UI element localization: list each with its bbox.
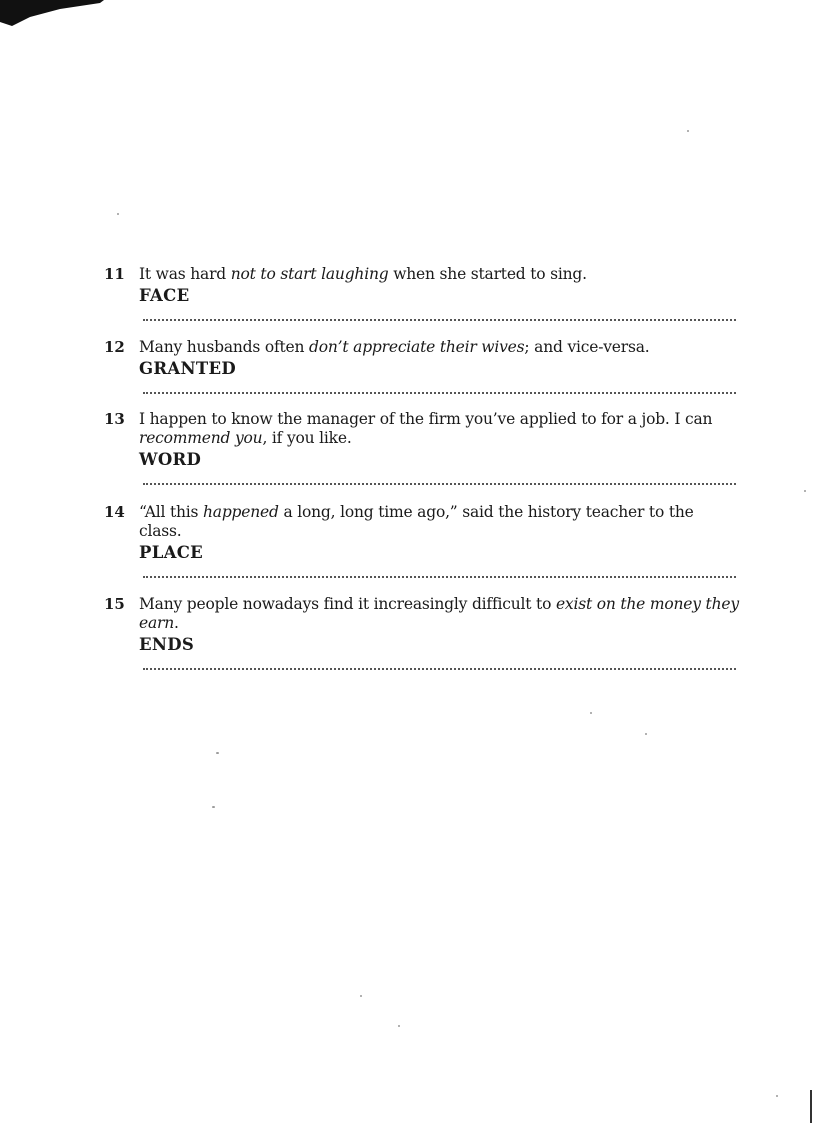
- sentence-text: a long, long time ago,” said the history teacher to the class.: [139, 503, 694, 540]
- scan-edge-line: [810, 1090, 812, 1123]
- question-number: 13: [104, 410, 125, 428]
- scan-speck: [804, 490, 806, 492]
- scan-speck: [687, 130, 689, 132]
- question-sentence: [139, 503, 739, 541]
- answer-line[interactable]: [143, 576, 736, 578]
- scan-speck: [216, 752, 219, 754]
- answer-line[interactable]: [143, 319, 736, 321]
- key-word: FACE: [139, 286, 190, 305]
- key-word: GRANTED: [139, 359, 236, 378]
- sentence-text: I happen to know the manager of the firm you’ve applied to for a job. I can: [139, 410, 713, 428]
- sentence-text: , if you like.: [262, 429, 352, 447]
- question-sentence: [139, 595, 739, 633]
- sentence-italic-phrase: don’t appreciate their wives: [309, 338, 525, 356]
- question-number: 15: [104, 595, 125, 613]
- key-word: PLACE: [139, 543, 204, 562]
- sentence-text: when she started to sing.: [388, 265, 587, 283]
- sentence-text: Many people nowadays find it increasingly difficult to: [139, 595, 556, 613]
- scan-speck: [360, 995, 362, 997]
- key-word: ENDS: [139, 635, 195, 654]
- scan-speck: [212, 806, 215, 808]
- sentence-italic-phrase: exist on the money they earn: [139, 595, 739, 632]
- sentence-text: “All this: [139, 503, 204, 521]
- question-sentence: [139, 338, 739, 357]
- question-number: 12: [104, 338, 125, 356]
- question-number: 11: [104, 265, 125, 283]
- question-sentence: [139, 265, 739, 284]
- answer-line[interactable]: [143, 668, 736, 670]
- sentence-text: It was hard: [139, 265, 231, 283]
- scan-speck: [398, 1025, 400, 1027]
- sentence-italic-phrase: happened: [203, 503, 279, 521]
- sentence-italic-phrase: not to start laughing: [230, 265, 389, 283]
- question-number: 14: [104, 503, 125, 521]
- sentence-italic-phrase: recommend you: [139, 429, 263, 447]
- scan-speck: [590, 712, 592, 714]
- scan-speck: [776, 1095, 778, 1097]
- scan-corner-shadow: [0, 0, 110, 30]
- answer-line[interactable]: [143, 392, 736, 394]
- sentence-text: ; and vice-versa.: [524, 338, 650, 356]
- key-word: WORD: [139, 450, 202, 469]
- scan-speck: [117, 213, 119, 215]
- answer-line[interactable]: [143, 483, 736, 485]
- scan-speck: [645, 733, 647, 735]
- sentence-text: Many husbands often: [139, 338, 310, 356]
- question-sentence: [139, 410, 739, 448]
- sentence-text: .: [174, 614, 179, 632]
